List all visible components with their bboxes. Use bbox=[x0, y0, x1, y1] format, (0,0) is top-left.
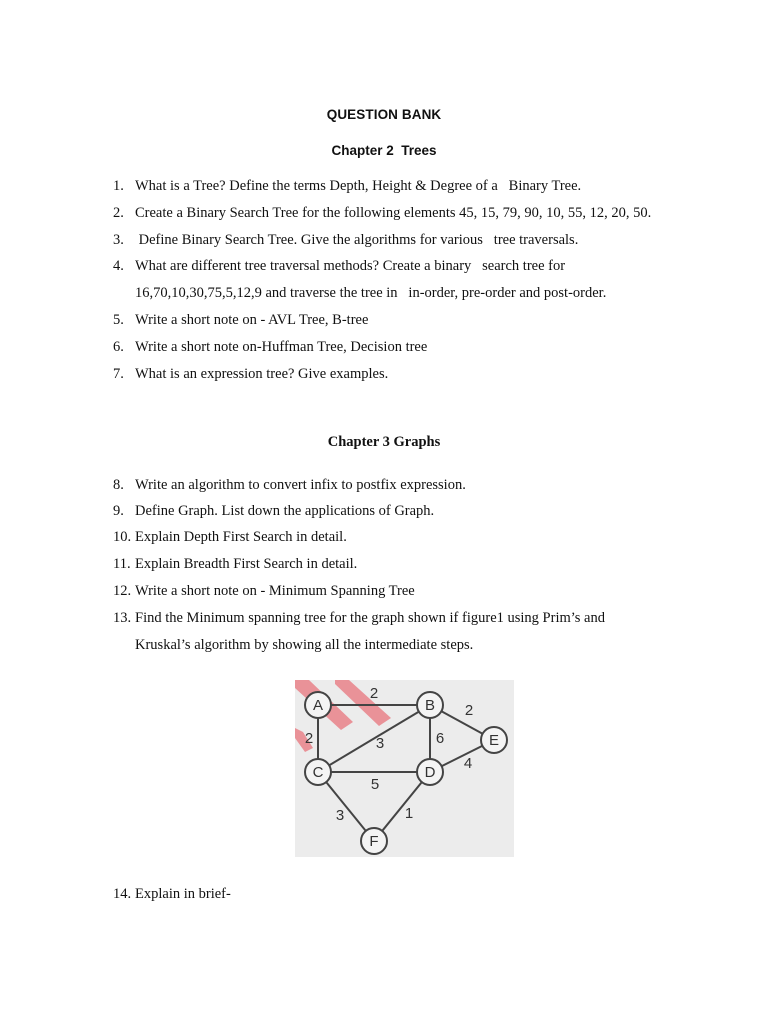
edge-weight-label: 2 bbox=[464, 702, 474, 719]
edge-weight-label: 3 bbox=[335, 807, 345, 824]
graph-figure bbox=[295, 680, 514, 857]
question-5 bbox=[113, 312, 733, 329]
question-number: 2. bbox=[113, 205, 124, 221]
question-number: 7. bbox=[113, 366, 124, 382]
question-number: 3. bbox=[113, 232, 124, 248]
graph-svg bbox=[295, 680, 514, 857]
question-text: Explain Breadth First Search in detail. bbox=[135, 556, 358, 572]
question-number: 5. bbox=[113, 312, 124, 328]
question-3 bbox=[113, 232, 733, 249]
page-title: QUESTION BANK bbox=[326, 107, 442, 122]
graph-node-label: B bbox=[424, 697, 436, 714]
question-text: Write a short note on-Huffman Tree, Decision tree bbox=[135, 339, 428, 355]
question-6 bbox=[113, 339, 733, 356]
question-text: Define Binary Search Tree. Give the algorithms for various tree traversals. bbox=[135, 232, 579, 248]
question-text: Write an algorithm to convert infix to postfix expression. bbox=[135, 477, 466, 493]
edge-weight-label: 1 bbox=[404, 805, 414, 822]
question-number: 8. bbox=[113, 477, 124, 493]
question-number: 6. bbox=[113, 339, 124, 355]
question-text: Create a Binary Search Tree for the following elements 45, 15, 79, 90, 10, 55, 12, 20, 50. bbox=[135, 205, 652, 221]
question-number: 11. bbox=[113, 556, 131, 572]
graph-node-label: F bbox=[369, 833, 379, 850]
question-9 bbox=[113, 503, 733, 520]
graph-node-label: A bbox=[312, 697, 324, 714]
chapter-2-heading: Chapter 2 Trees bbox=[331, 143, 437, 158]
question-text: Explain Depth First Search in detail. bbox=[135, 529, 347, 545]
question-text: Define Graph. List down the applications of Graph. bbox=[135, 503, 435, 519]
graph-node-label: E bbox=[488, 732, 500, 749]
question-number: 1. bbox=[113, 178, 124, 194]
chapter-3-heading: Chapter 3 Graphs bbox=[327, 434, 441, 450]
question-4 bbox=[113, 258, 733, 275]
edge-weight-label: 5 bbox=[370, 776, 380, 793]
question-text: Explain in brief- bbox=[135, 886, 231, 902]
question-8 bbox=[113, 477, 733, 494]
question-number: 9. bbox=[113, 503, 124, 519]
question-text: Write a short note on - Minimum Spanning Tree bbox=[135, 583, 415, 599]
question-4-continuation: 16,70,10,30,75,5,12,9 and traverse the tree in in-order, pre-order and post-order. bbox=[135, 285, 607, 301]
edge-weight-label: 2 bbox=[304, 730, 314, 747]
question-text: Find the Minimum spanning tree for the graph shown if figure1 using Prim’s and bbox=[135, 610, 605, 626]
question-1 bbox=[113, 178, 733, 195]
question-text: What are different tree traversal methods? Create a binary search tree for bbox=[135, 258, 566, 274]
question-number: 4. bbox=[113, 258, 124, 274]
question-number: 14. bbox=[113, 886, 132, 902]
question-text: Write a short note on - AVL Tree, B-tree bbox=[135, 312, 369, 328]
question-2 bbox=[113, 205, 733, 222]
question-14 bbox=[113, 886, 733, 903]
edge-weight-label: 6 bbox=[435, 730, 445, 747]
edge-weight-label: 2 bbox=[369, 685, 379, 702]
question-13-continuation: Kruskal’s algorithm by showing all the intermediate steps. bbox=[135, 637, 474, 653]
question-7 bbox=[113, 366, 733, 383]
question-13 bbox=[113, 610, 733, 627]
graph-node-label: D bbox=[424, 764, 436, 781]
question-11 bbox=[113, 556, 733, 573]
question-10 bbox=[113, 529, 733, 546]
question-number: 13. bbox=[113, 610, 132, 626]
question-text: What is an expression tree? Give examples. bbox=[135, 366, 389, 382]
question-number: 12. bbox=[113, 583, 132, 599]
edge-weight-label: 4 bbox=[463, 755, 473, 772]
question-number: 10. bbox=[113, 529, 132, 545]
question-12 bbox=[113, 583, 733, 600]
graph-node-label: C bbox=[312, 764, 324, 781]
question-text: What is a Tree? Define the terms Depth, Height & Degree of a Binary Tree. bbox=[135, 178, 582, 194]
edge-weight-label: 3 bbox=[375, 735, 385, 752]
